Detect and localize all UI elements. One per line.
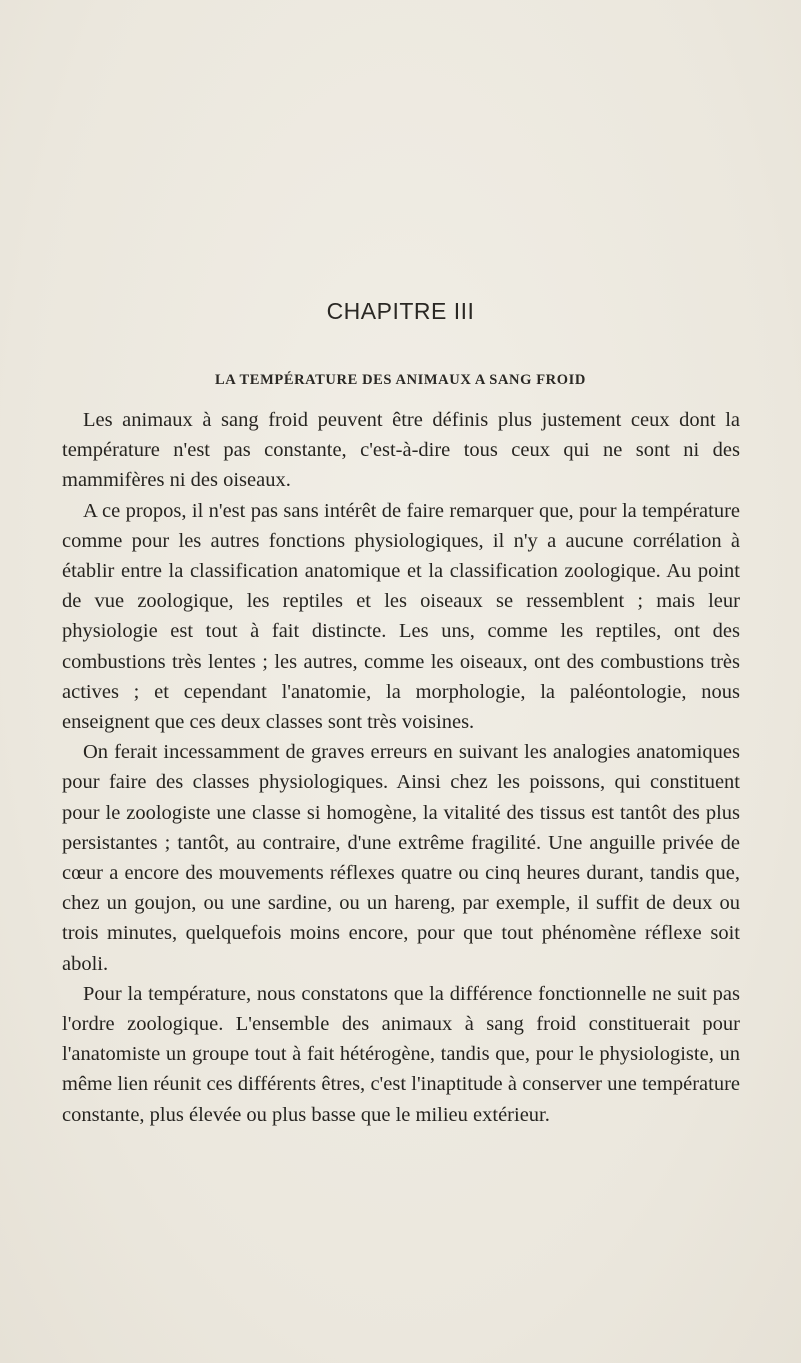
chapter-title: CHAPITRE III bbox=[326, 298, 475, 324]
paragraph-4: Pour la température, nous constatons que la différence fonctionnelle ne suit pas l'ordre zoologique. L'ensemble des animaux à sang froid constituerait pour l'anatomiste un groupe tout à fait hétérogène, tandis que, pour le physiologiste, un même lien réunit ces différents êtres, c'est l'inaptitude à conserver une température constante, plus élevée ou plus basse que le milieu extérieur. bbox=[62, 982, 740, 1126]
body-text bbox=[62, 405, 740, 1130]
paragraph-3: On ferait incessamment de graves erreurs en suivant les analogies anatomiques pour faire des classes physiologiques. Ainsi chez les poissons, qui constituent pour le zoologiste une classe si homogène, la vitalité des tissus est tantôt des plus persistantes ; tantôt, au contraire, d'une extrême fragilité. Une anguille privée de cœur a encore des mouvements réflexes quatre ou cinq heures durant, tandis que, chez un goujon, ou une sardine, ou un hareng, par exemple, il suffit de deux ou trois minutes, quelquefois moins encore, pour que tout phénomène réflexe soit aboli. bbox=[62, 741, 740, 975]
section-title: LA TEMPÉRATURE DES ANIMAUX A SANG FROID bbox=[215, 372, 586, 388]
paragraph-2: A ce propos, il n'est pas sans intérêt de faire remarquer que, pour la température comme pour les autres fonctions physiologiques, il n'y a aucune corrélation à établir entre la classification anatomique et la classification zoologique. Au point de vue zoologique, les reptiles et les oiseaux se ressemblent ; mais leur physiologie est tout à fait distincte. Les uns, comme les reptiles, ont des combustions très lentes ; les autres, comme les oiseaux, ont des combustions très actives ; et cependant l'anatomie, la morphologie, la paléontologie, nous enseignent que ces deux classes sont très voisines. bbox=[62, 499, 740, 734]
paragraph-1: Les animaux à sang froid peuvent être définis plus justement ceux dont la température n'est pas constante, c'est-à-dire tous ceux qui ne sont ni des mammifères ni des oiseaux. bbox=[62, 409, 740, 492]
